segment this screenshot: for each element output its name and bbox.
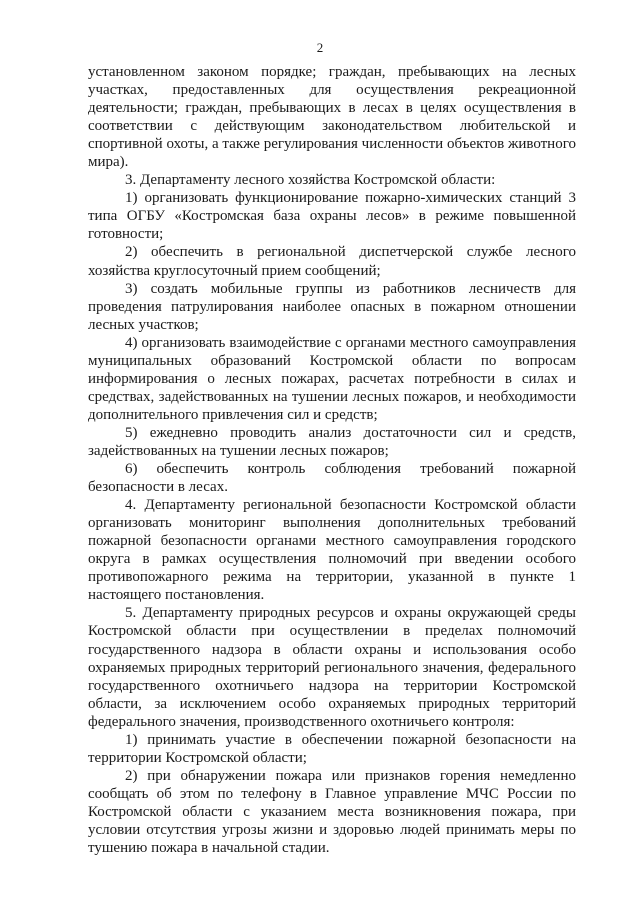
paragraph: 5. Департаменту природных ресурсов и охраны окружающей среды Костромской области при осуществлении в пределах полномочий государственного надзора в области охраны и использования особо охраняемых природных территорий регионального значения, федерального государственного охотничьего надзора на территории Костромской области, за исключением особо охраняемых природных территорий федерального значения, производственного охотничьего контроля:	[88, 605, 576, 730]
paragraph: 1) организовать функционирование пожарно-химических станций 3 типа ОГБУ «Костромская база охраны лесов» в режиме повышенной готовности;	[88, 190, 576, 243]
paragraph: 6) обеспечить контроль соблюдения требований пожарной безопасности в лесах.	[88, 461, 576, 496]
paragraph: 3. Департаменту лесного хозяйства Костромской области:	[125, 172, 496, 189]
paragraph: 3) создать мобильные группы из работников лесничеств для проведения патрулирования наиболее опасных в пожарном отношении лесных участков;	[88, 280, 576, 333]
paragraph: 4) организовать взаимодействие с органами местного самоуправления муниципальных образований Костромской области по вопросам информирования о лесных пожарах, расчетах потребности в силах и средствах, задействованных на тушении лесных пожаров, и необходимости дополнительного привлечения сил и средств;	[88, 334, 576, 423]
paragraph: 4. Департаменту региональной безопасности Костромской области организовать мониторинг выполнения дополнительных требований пожарной безопасности органами местного самоуправления городского округа в рамках осуществления полномочий при введении особого противопожарного режима на территории, указанной в пункте 1 настоящего постановления.	[88, 497, 576, 604]
page-number: 2	[316, 40, 324, 55]
paragraph: 2) при обнаружении пожара или признаков горения немедленно сообщать об этом по телефону в Главное управление МЧС России по Костромской области с указанием места возникновения пожара, при условии отсутствия угрозы жизни и здоровью людей принимать меры по тушению пожара в начальной стадии.	[88, 767, 576, 857]
paragraph: 5) ежедневно проводить анализ достаточности сил и средств, задействованных на тушении лесных пожаров;	[88, 424, 576, 459]
paragraph: установленном законом порядке; граждан, пребывающих на лесных участках, предоставленных для осуществления рекреационной деятельности; граждан, пребывающих в лесах в целях осуществления в соответствии с действующим законодательством любительской и спортивной охоты, а также регулирования численности объектов животного мира).	[88, 64, 576, 171]
document-body	[88, 63, 576, 857]
paragraph: 2) обеспечить в региональной диспетчерской службе лесного хозяйства круглосуточный прием сообщений;	[88, 244, 576, 279]
paragraph: 1) принимать участие в обеспечении пожарной безопасности на территории Костромской области;	[88, 731, 576, 766]
